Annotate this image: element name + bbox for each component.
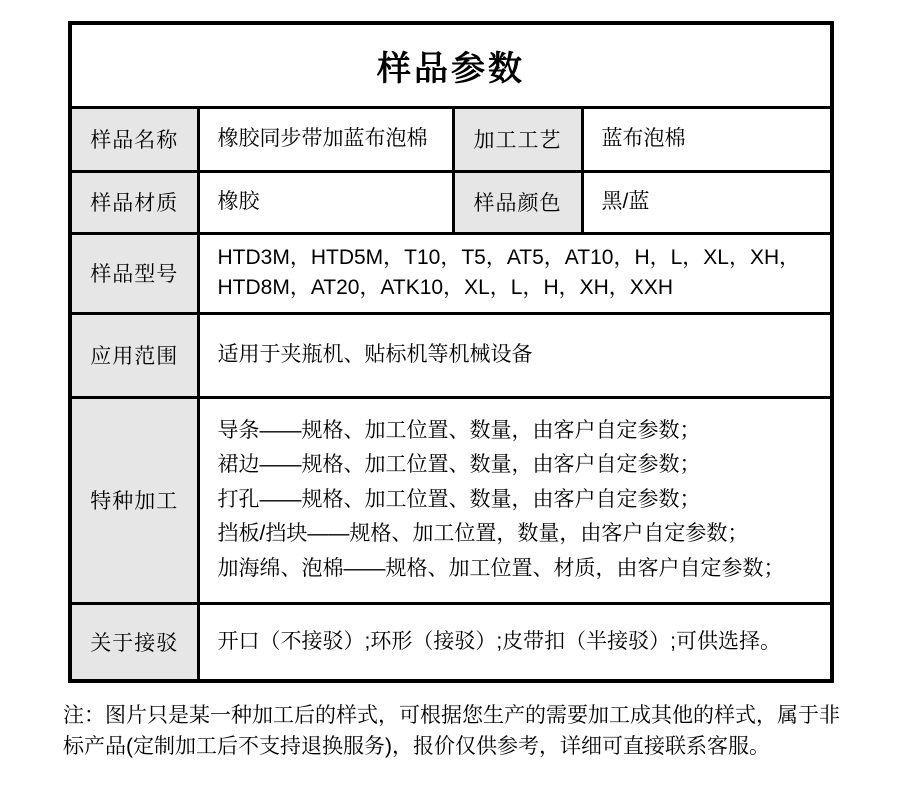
value-sample-material: 橡胶 bbox=[198, 171, 453, 233]
special-processing-line: 打孔——规格、加工位置、数量，由客户自定参数； bbox=[217, 487, 701, 511]
footer-note bbox=[63, 700, 853, 762]
table-row bbox=[70, 397, 832, 603]
sample-parameters-table bbox=[68, 21, 834, 683]
model-line: HTD3M，HTD5M，T10，T5，AT5，AT10，H，L，XL，XH， bbox=[217, 246, 801, 269]
label-application-range: 应用范围 bbox=[70, 313, 198, 397]
table-row bbox=[70, 603, 832, 681]
table-title: 样品参数 bbox=[70, 23, 832, 107]
label-processing-technique: 加工工艺 bbox=[453, 107, 582, 171]
value-joint-option: 开口（不接驳）;环形（接驳）;皮带扣（半接驳）;可供选择。 bbox=[198, 603, 832, 681]
value-sample-model bbox=[198, 233, 832, 313]
value-sample-name: 橡胶同步带加蓝布泡棉 bbox=[198, 107, 453, 171]
value-processing-technique: 蓝布泡棉 bbox=[582, 107, 832, 171]
label-sample-model: 样品型号 bbox=[70, 233, 198, 313]
table-row bbox=[70, 107, 832, 171]
table-row bbox=[70, 233, 832, 313]
table-title-row bbox=[70, 23, 832, 107]
label-sample-name: 样品名称 bbox=[70, 107, 198, 171]
special-processing-line: 裙边——规格、加工位置、数量，由客户自定参数； bbox=[217, 453, 701, 477]
value-application-range: 适用于夹瓶机、贴标机等机械设备 bbox=[198, 313, 832, 397]
special-processing-line: 挡板/挡块——规格、加工位置，数量，由客户自定参数； bbox=[217, 522, 749, 546]
label-sample-material: 样品材质 bbox=[70, 171, 198, 233]
footer-note-line: 标产品(定制加工后不支持退换服务)，报价仅供参考，详细可直接联系客服。 bbox=[63, 735, 770, 758]
label-sample-color: 样品颜色 bbox=[453, 171, 582, 233]
label-joint-option: 关于接驳 bbox=[70, 603, 198, 681]
table-row bbox=[70, 171, 832, 233]
label-special-processing: 特种加工 bbox=[70, 397, 198, 603]
model-line: HTD8M，AT20，ATK10，XL，L，H，XH，XXH bbox=[217, 276, 673, 299]
footer-note-line: 注：图片只是某一种加工后的样式，可根据您生产的需要加工成其他的样式，属于非 bbox=[63, 704, 840, 727]
value-sample-color: 黑/蓝 bbox=[582, 171, 832, 233]
table-row bbox=[70, 313, 832, 397]
special-processing-line: 加海绵、泡棉——规格、加工位置、材质，由客户自定参数； bbox=[217, 556, 785, 580]
special-processing-line: 导条——规格、加工位置、数量，由客户自定参数； bbox=[217, 418, 701, 442]
value-special-processing bbox=[198, 397, 832, 603]
